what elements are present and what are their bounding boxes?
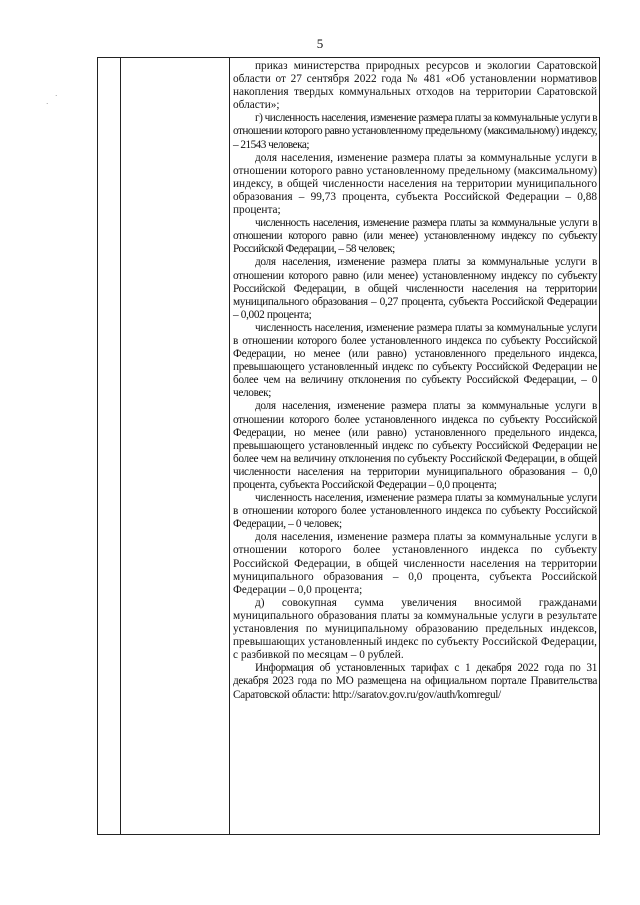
page-number: 5 bbox=[316, 36, 324, 51]
paragraph-share-above-index-within-deviation: доля населения, изменение размера платы за коммунальные услуги в отношении которого более установленного индекса по субъекту Российской Федерации, но менее (или равно) установленного предельного индекса, превышающего установленный индекс по субъекту Российской Федерации не более чем на величину отклонения по субъекту Российской Федерации, в общей численности населения на территории муниципального образования – 0,0 процента, субъекта Российской Федерации – 0,0 процента; bbox=[233, 400, 597, 491]
table-column-divider bbox=[229, 58, 230, 834]
table-column-divider bbox=[120, 58, 121, 834]
paragraph-total-increase-sum: д) совокупная сумма увеличения вносимой гражданами муниципального образования платы за коммунальные услуги в результате установления по муниципальному образованию предельных индексов, превышающих установленный индекс по субъекту Российской Федерации, с разбивкой по месяцам – 0 рублей. bbox=[233, 596, 597, 662]
paragraph-population-above-index: численность населения, изменение размера платы за коммунальные услуги в отношении которого более установленного индекса по субъекту Российской Федерации, – 0 человек; bbox=[233, 492, 597, 531]
document-table bbox=[97, 57, 600, 835]
paragraph-share-equal-or-less-index: доля населения, изменение размера платы за коммунальные услуги в отношении которого равно (или менее) установленному индексу по субъекту Российской Федерации, в общей численности населения на территории муниципального образования – 0,27 процента, субъекта Российской Федерации – 0,002 процента; bbox=[233, 256, 597, 321]
paragraph-tariff-info-link: Информация об установленных тарифах с 1 декабря 2022 года по 31 декабря 2023 года по МО размещена на официальном портале Правительства Саратовской области: http://saratov.gov.ru/gov/auth/komregul/ bbox=[233, 662, 597, 701]
scan-speck: · bbox=[55, 92, 58, 100]
paragraph-order-reference: приказ министерства природных ресурсов и экологии Саратовской области от 27 сентября 2022 года № 481 «Об установлении нормативов накопления твердых коммунальных отходов на территории Саратовской области»; bbox=[233, 60, 597, 112]
paragraph-population-equal-max-index: г) численность населения, изменение размера платы за коммунальные услуги в отношении которого равно установленному предельному (максимальному) индексу, – 21543 человека; bbox=[233, 112, 597, 151]
paragraph-population-equal-or-less-index: численность населения, изменение размера платы за коммунальные услуги в отношении которого равно (или менее) установленному индексу по субъекту Российской Федерации, – 58 человек; bbox=[233, 217, 597, 256]
paragraph-share-equal-max-index: доля населения, изменение размера платы за коммунальные услуги в отношении которого равно установленному предельному (максимальному) индексу, в общей численности населения на территории муниципального образования – 99,73 процента, субъекта Российской Федерации – 0,88 процента; bbox=[233, 151, 597, 217]
paragraph-share-above-index: доля населения, изменение размера платы за коммунальные услуги в отношении которого более установленного индекса по субъекту Российской Федерации, в общей численности населения на территории муниципального образования – 0,0 процента, субъекта Российской Федерации – 0,0 процента; bbox=[233, 531, 597, 596]
paragraph-population-above-index-within-deviation: численность населения, изменение размера платы за коммунальные услуги в отношении которого более установленного индекса по субъекту Российской Федерации, но менее (или равно) установленного предельного индекса, превышающего установленный индекс по субъекту Российской Федерации не более чем на величину отклонения по субъекту Российской Федерации, – 0 человек; bbox=[233, 321, 597, 400]
table-cell-content bbox=[233, 60, 597, 702]
scan-speck: · bbox=[46, 100, 49, 108]
